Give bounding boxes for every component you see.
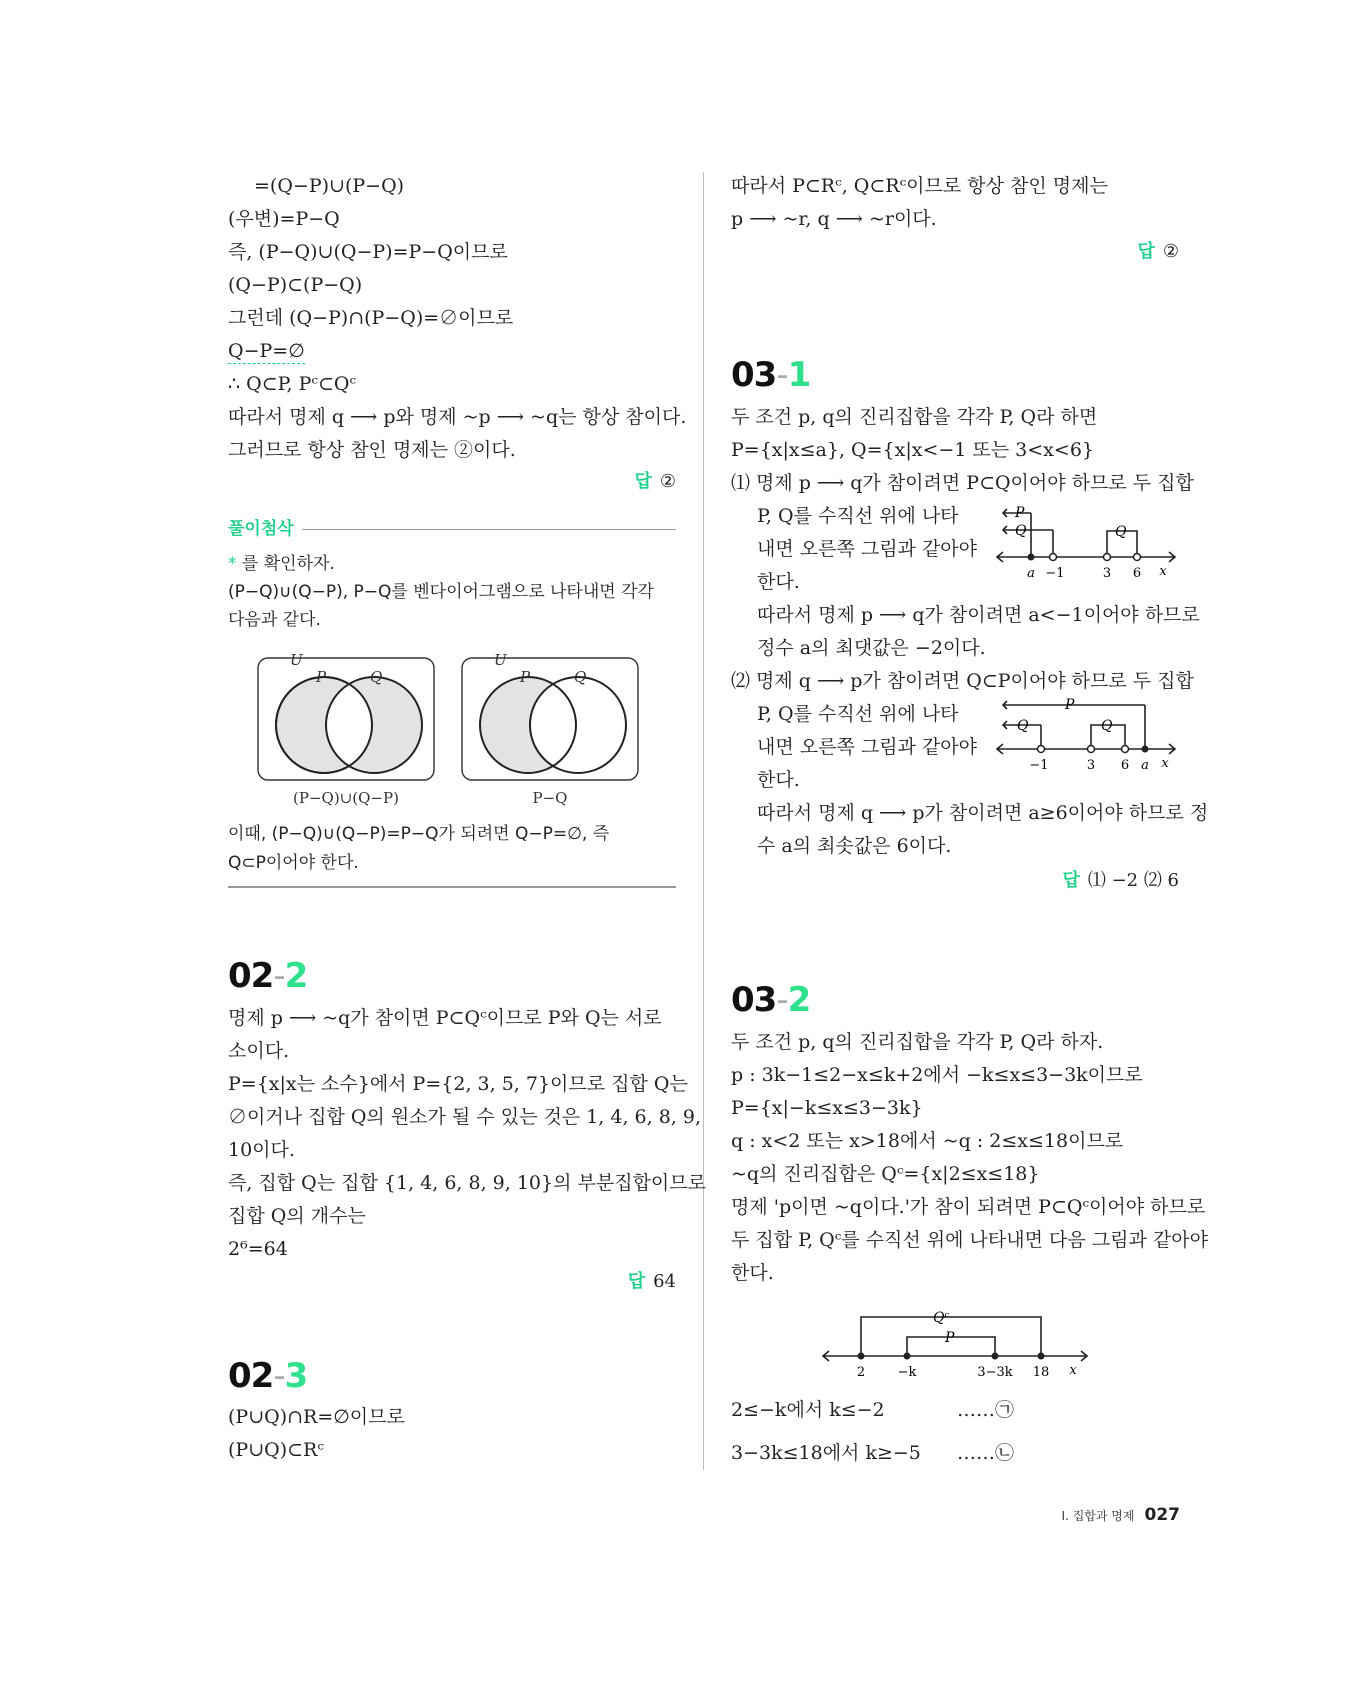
solution-line: (우변)=P−Q xyxy=(228,208,340,230)
solution-line: 한다. xyxy=(757,571,800,593)
solution-line: 한다. xyxy=(731,1262,774,1284)
condition-mark: ……㉡ xyxy=(957,1442,1015,1464)
venn-difference xyxy=(462,651,638,807)
open-point xyxy=(1122,746,1129,753)
venn-q-label: Q xyxy=(574,668,587,686)
closed-point xyxy=(1038,1353,1045,1360)
page-number: 027 xyxy=(1144,1505,1180,1525)
answer-label: 답 xyxy=(627,1271,646,1292)
answer-label: 답 xyxy=(1137,241,1155,262)
solution-line: 명제 'p이면 ~q이다.'가 참이 되려면 P⊂Qᶜ이어야 하므로 xyxy=(731,1196,1206,1218)
tick-label: a xyxy=(1141,758,1149,772)
note-line: 다음과 같다. xyxy=(228,610,321,630)
answer-value: ② xyxy=(659,471,676,492)
solution-line: q : x<2 또는 x>18에서 ~q : 2≤x≤18이므로 xyxy=(731,1130,1124,1152)
solution-line: ∴ Q⊂P, Pᶜ⊂Qᶜ xyxy=(228,373,357,395)
set-label-q: Q xyxy=(1115,524,1127,540)
solution-line: 따라서 명제 q ⟶ p와 명제 ~p ⟶ ~q는 항상 참이다. xyxy=(228,406,687,428)
note-title: 풀이첨삭 xyxy=(228,517,676,541)
solution-line: 내면 오른쪽 그림과 같아야 xyxy=(757,736,978,758)
problem-number-02-3: 02-3 xyxy=(228,1356,308,1396)
number-line-1 xyxy=(995,500,1179,580)
set-label-p: P xyxy=(1015,505,1025,521)
axis-label: x xyxy=(1069,1363,1077,1378)
solution-line: 그런데 (Q−P)∩(P−Q)=∅이므로 xyxy=(228,307,514,329)
answer-label: 답 xyxy=(634,471,652,492)
star-mark: * xyxy=(228,554,237,574)
answer xyxy=(634,470,676,494)
note-bottom-rule xyxy=(228,886,676,888)
venn-caption: (P−Q)∪(Q−P) xyxy=(293,789,399,807)
open-point xyxy=(1088,746,1095,753)
tick-label: 3 xyxy=(1086,758,1096,772)
solution-line: 정수 a의 최댓값은 −2이다. xyxy=(757,637,986,659)
venn-u-label: U xyxy=(494,651,507,669)
solution-line: 집합 Q의 개수는 xyxy=(228,1205,366,1227)
solution-line: =(Q−P)∪(P−Q) xyxy=(254,175,405,197)
solution-line: 두 조건 p, q의 진리집합을 각각 P, Q라 하자. xyxy=(731,1031,1104,1053)
venn-symmetric-difference xyxy=(258,651,434,807)
column-divider xyxy=(703,172,704,1470)
venn-diagrams xyxy=(228,645,676,815)
note-line: * 를 확인하자. xyxy=(228,554,335,574)
solution-line: 2⁶=64 xyxy=(228,1238,288,1260)
set-label-p: P xyxy=(945,1330,955,1346)
solution-line: (Q−P)⊂(P−Q) xyxy=(228,274,363,296)
solution-line: (P∪Q)⊂Rᶜ xyxy=(228,1439,324,1461)
tick-label: −1 xyxy=(1045,566,1065,580)
answer xyxy=(1062,869,1179,893)
solution-line: 즉, (P−Q)∪(Q−P)=P−Q이므로 xyxy=(228,241,508,263)
problem-number-02-2: 02-2 xyxy=(228,956,308,996)
solution-line: ⑴ 명제 p ⟶ q가 참이려면 P⊂Q이어야 하므로 두 집합 xyxy=(731,472,1194,494)
solution-line: 그러므로 항상 참인 명제는 ②이다. xyxy=(228,439,516,461)
tick-label: 18 xyxy=(1032,1365,1050,1380)
solution-line: 즉, 집합 Q는 집합 {1, 4, 6, 8, 9, 10}의 부분집합이므로 xyxy=(228,1172,706,1194)
note-line: Q⊂P이어야 한다. xyxy=(228,853,359,873)
solution-line: 내면 오른쪽 그림과 같아야 xyxy=(757,538,978,560)
solution-line: 두 조건 p, q의 진리집합을 각각 P, Q라 하면 xyxy=(731,406,1098,428)
venn-p-label: P xyxy=(520,668,531,686)
solution-line: 따라서 명제 q ⟶ p가 참이려면 a≥6이어야 하므로 정 xyxy=(757,802,1209,824)
solution-line: ~q의 진리집합은 Qᶜ={x|2≤x≤18} xyxy=(731,1163,1040,1185)
venn-caption: P−Q xyxy=(532,789,568,807)
solution-line: 수 a의 최솟값은 6이다. xyxy=(757,835,952,857)
tick-label: 6 xyxy=(1132,566,1142,580)
solution-line-marked: Q−P=∅ xyxy=(228,340,305,362)
solution-line: ⑵ 명제 q ⟶ p가 참이려면 Q⊂P이어야 하므로 두 집합 xyxy=(731,670,1194,692)
closed-point xyxy=(1028,554,1035,561)
closed-point xyxy=(1142,746,1149,753)
number-line-2 xyxy=(995,692,1179,772)
venn-q-label: Q xyxy=(370,668,383,686)
closed-point xyxy=(992,1353,999,1360)
problem-number-03-1: 03-1 xyxy=(731,355,811,395)
set-label-q: Q xyxy=(1017,718,1029,734)
set-label-p: P xyxy=(1065,697,1075,713)
tick-label: a xyxy=(1027,566,1035,580)
number-line-3 xyxy=(821,1300,1091,1382)
problem-number-03-2: 03-2 xyxy=(731,980,811,1020)
tick-label: 2 xyxy=(856,1365,866,1380)
solution-line: P, Q를 수직선 위에 나타 xyxy=(757,505,959,527)
solution-line: 소이다. xyxy=(228,1040,290,1062)
open-point xyxy=(1038,746,1045,753)
solution-line: P={x|−k≤x≤3−3k} xyxy=(731,1097,923,1119)
open-point xyxy=(1050,554,1057,561)
answer-label: 답 xyxy=(1062,870,1080,891)
note-line: 이때, (P−Q)∪(Q−P)=P−Q가 되려면 Q−P=∅, 즉 xyxy=(228,824,610,844)
set-label-q: Q xyxy=(1015,523,1027,539)
solution-line: 10이다. xyxy=(228,1139,295,1161)
solution-line: 따라서 명제 p ⟶ q가 참이려면 a<−1이어야 하므로 xyxy=(757,604,1200,626)
closed-point xyxy=(904,1353,911,1360)
axis-label: x xyxy=(1159,564,1167,579)
venn-p-label: P xyxy=(316,668,327,686)
tick-label: 3−3k xyxy=(977,1365,1013,1380)
solution-line: 두 집합 P, Qᶜ를 수직선 위에 나타내면 다음 그림과 같아야 xyxy=(731,1229,1208,1251)
solution-line: p : 3k−1≤2−x≤k+2에서 −k≤x≤3−3k이므로 xyxy=(731,1064,1143,1086)
closed-point xyxy=(858,1353,865,1360)
answer-value: 64 xyxy=(653,1271,676,1292)
solution-line: (P∪Q)∩R=∅이므로 xyxy=(228,1406,405,1428)
venn-u-label: U xyxy=(290,651,303,669)
set-label-q: Q xyxy=(1101,718,1113,734)
answer-value: ② xyxy=(1162,241,1179,262)
chapter-title: I. 집합과 명제 xyxy=(1061,1509,1135,1523)
solution-line: 명제 p ⟶ ~q가 참이면 P⊂Qᶜ이므로 P와 Q는 서로 xyxy=(228,1007,662,1029)
set-label-qc: Qᶜ xyxy=(933,1310,950,1326)
open-point xyxy=(1134,554,1141,561)
note-line: (P−Q)∪(Q−P), P−Q를 벤다이어그램으로 나타내면 각각 xyxy=(228,582,654,602)
condition-line: 3−3k≤18에서 k≥−5 xyxy=(731,1442,921,1464)
solution-line: P={x|x는 소수}에서 P={2, 3, 5, 7}이므로 집합 Q는 xyxy=(228,1073,688,1095)
axis-label: x xyxy=(1161,756,1169,771)
solution-line: P, Q를 수직선 위에 나타 xyxy=(757,703,959,725)
answer xyxy=(1137,240,1179,264)
condition-mark: ……㉠ xyxy=(957,1399,1015,1421)
tick-label: 6 xyxy=(1120,758,1130,772)
answer xyxy=(628,1270,676,1294)
tick-label: −1 xyxy=(1029,758,1049,772)
condition-line: 2≤−k에서 k≤−2 xyxy=(731,1399,885,1421)
tick-label: −k xyxy=(897,1365,917,1380)
open-point xyxy=(1104,554,1111,561)
tick-label: 3 xyxy=(1102,566,1112,580)
solution-line: 한다. xyxy=(757,769,800,791)
page-footer xyxy=(1062,1505,1180,1525)
solution-line: P={x|x≤a}, Q={x|x<−1 또는 3<x<6} xyxy=(731,439,1094,461)
answer-value: ⑴ −2 ⑵ 6 xyxy=(1087,870,1179,891)
solution-line: 따라서 P⊂Rᶜ, Q⊂Rᶜ이므로 항상 참인 명제는 xyxy=(731,175,1108,197)
solution-line: p ⟶ ~r, q ⟶ ~r이다. xyxy=(731,208,937,230)
solution-line: ∅이거나 집합 Q의 원소가 될 수 있는 것은 1, 4, 6, 8, 9, xyxy=(228,1106,702,1128)
